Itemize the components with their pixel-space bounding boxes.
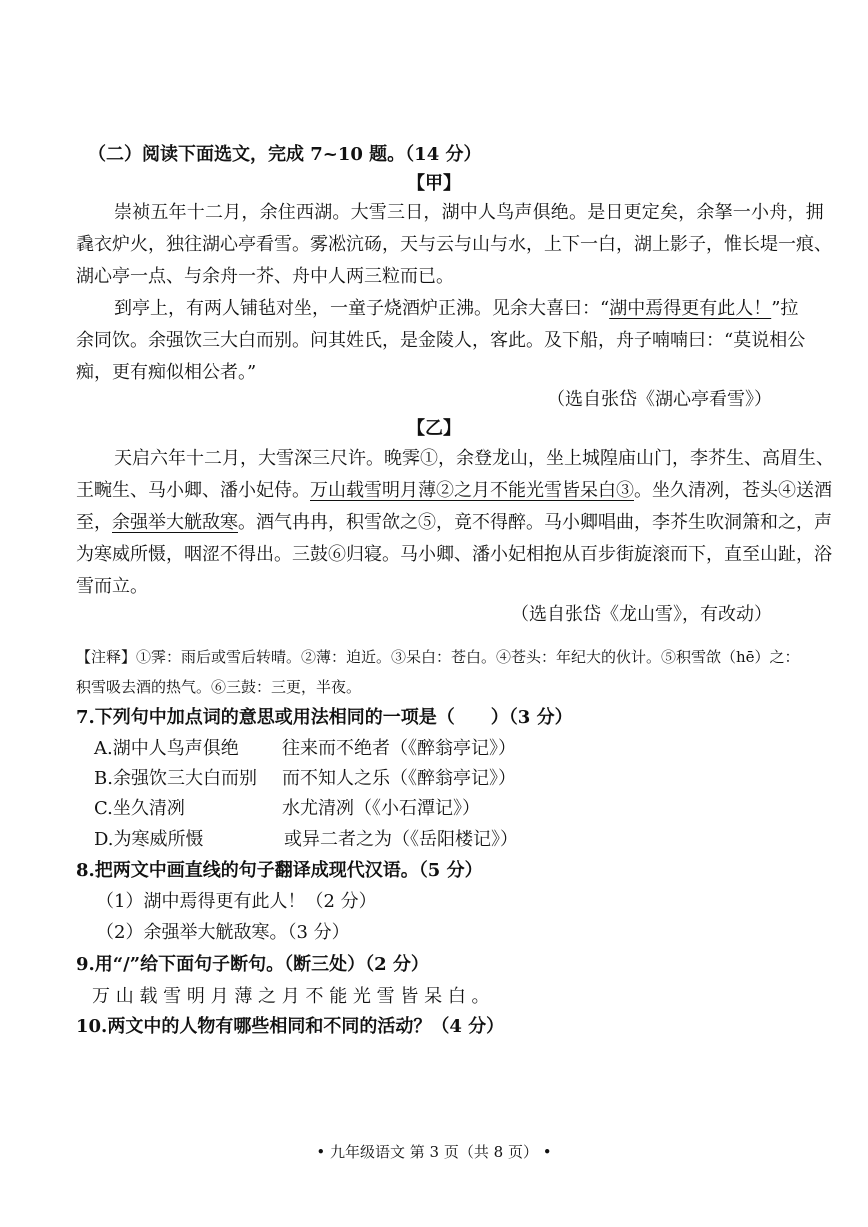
passage-jia-line: 痴，更有痴似相公者。” [76,362,257,383]
passage-yi-line2 [76,479,832,503]
question-7-option-b: B.余强饮三大白而别 [94,768,257,789]
question-7-option-c-right: 水尤清冽（《小石潭记》） [282,798,480,819]
passage-text: 王畹生、马小卿、潘小妃侍。 [76,480,310,501]
passage-jia-source: （选自张岱《湖心亭看雪》） [547,389,772,410]
passage-yi-line3 [76,511,832,535]
passage-text: 。酒气冉冉，积雪欱之⑤，竟不得醉。马小卿唱曲，李芥生吹洞箫和之，声 [238,512,832,533]
question-8-stem: 8.把两文中画直线的句子翻译成现代汉语。（5 分） [76,860,483,881]
passage-jia-line: 崇祯五年十二月，余住西湖。大雪三日，湖中人鸟声俱绝。是日更定矣，余拏一小舟，拥 [114,202,824,223]
question-7-stem: 7.下列句中加点词的意思或用法相同的一项是（ ）（3 分） [76,707,573,728]
question-9-stem: 9.用“/”给下面句子断句。（断三处）（2 分） [76,954,429,975]
passage-text: 至， [76,512,112,533]
question-8-item: （1）湖中焉得更有此人！（2 分） [96,891,377,912]
question-10-stem: 10.两文中的人物有哪些相同和不同的活动？（4 分） [76,1016,505,1037]
question-7-option-b-right: 而不知人之乐（《醉翁亭记》） [282,768,516,789]
passage-jia-line: 余同饮。余强饮三大白而别。问其姓氏，是金陵人，客此。及下船，舟子喃喃曰：“莫说相公 [76,330,806,351]
passage-text: ”拉 [771,298,799,319]
passage-yi-line: 雪而立。 [76,576,148,597]
passage-yi-line: 为寒威所慑，咽涩不得出。三鼓⑥归寝。马小卿、潘小妃相抱从百步街旋滚而下，直至山趾，浴 [76,544,832,565]
question-7-option-c: C.坐久清冽 [94,798,185,819]
question-7-option-a-right: 往来而不绝者（《醉翁亭记》） [282,738,516,759]
option-left: A.湖中人鸟声俱绝 [94,738,239,759]
notes-line: 积雪吸去酒的热气。⑥三鼓：三更，半夜。 [76,678,362,696]
question-8-item: （2）余强举大觥敌寒。（3 分） [96,922,350,943]
passage-jia-line: 湖心亭一点、与余舟一芥、舟中人两三粒而已。 [76,266,454,287]
underlined-sentence: 湖中焉得更有此人！ [609,298,772,319]
underlined-sentence: 万山载雪明月薄②之月不能光雪皆呆白③ [310,480,634,501]
section-title: （二）阅读下面选文，完成 7~10 题。（14 分） [88,144,482,165]
passage-text: 。坐久清冽，苍头④送酒 [634,480,832,501]
page-footer: • 九年级语文 第 3 页（共 8 页） • [316,1143,552,1161]
passage-yi-source: （选自张岱《龙山雪》，有改动） [511,604,772,625]
passage-text: 到亭上，有两人铺毡对坐，一童子烧酒炉正沸。见余大喜曰：“ [114,298,610,319]
question-7-option-d-right: 或异二者之为（《岳阳楼记》） [284,829,518,850]
passage-jia-line: 毳衣炉火，独往湖心亭看雪。雾凇沆砀，天与云与山与水，上下一白，湖上影子，惟长堤一痕、 [76,234,832,255]
passage-jia-heading: 【甲】 [407,173,461,194]
underlined-sentence: 余强举大觥敌寒 [112,512,238,533]
passage-yi-heading: 【乙】 [407,418,461,439]
question-7-option-d: D.为寒威所慑 [94,829,204,850]
question-7-option-a [94,737,239,761]
question-9-sentence: 万 山 载 雪 明 月 薄 之 月 不 能 光 雪 皆 呆 白 。 [92,986,490,1007]
notes-line: 【注释】①霁：雨后或雪后转晴。②薄：迫近。③呆白：苍白。④苍头：年纪大的伙计。⑤积雪欱（hē）之： [76,648,800,666]
passage-jia-paragraph2-line1 [114,297,798,321]
passage-yi-line: 天启六年十二月，大雪深三尺许。晚霁①，余登龙山，坐上城隍庙山门，李芥生、高眉生、 [114,448,834,469]
